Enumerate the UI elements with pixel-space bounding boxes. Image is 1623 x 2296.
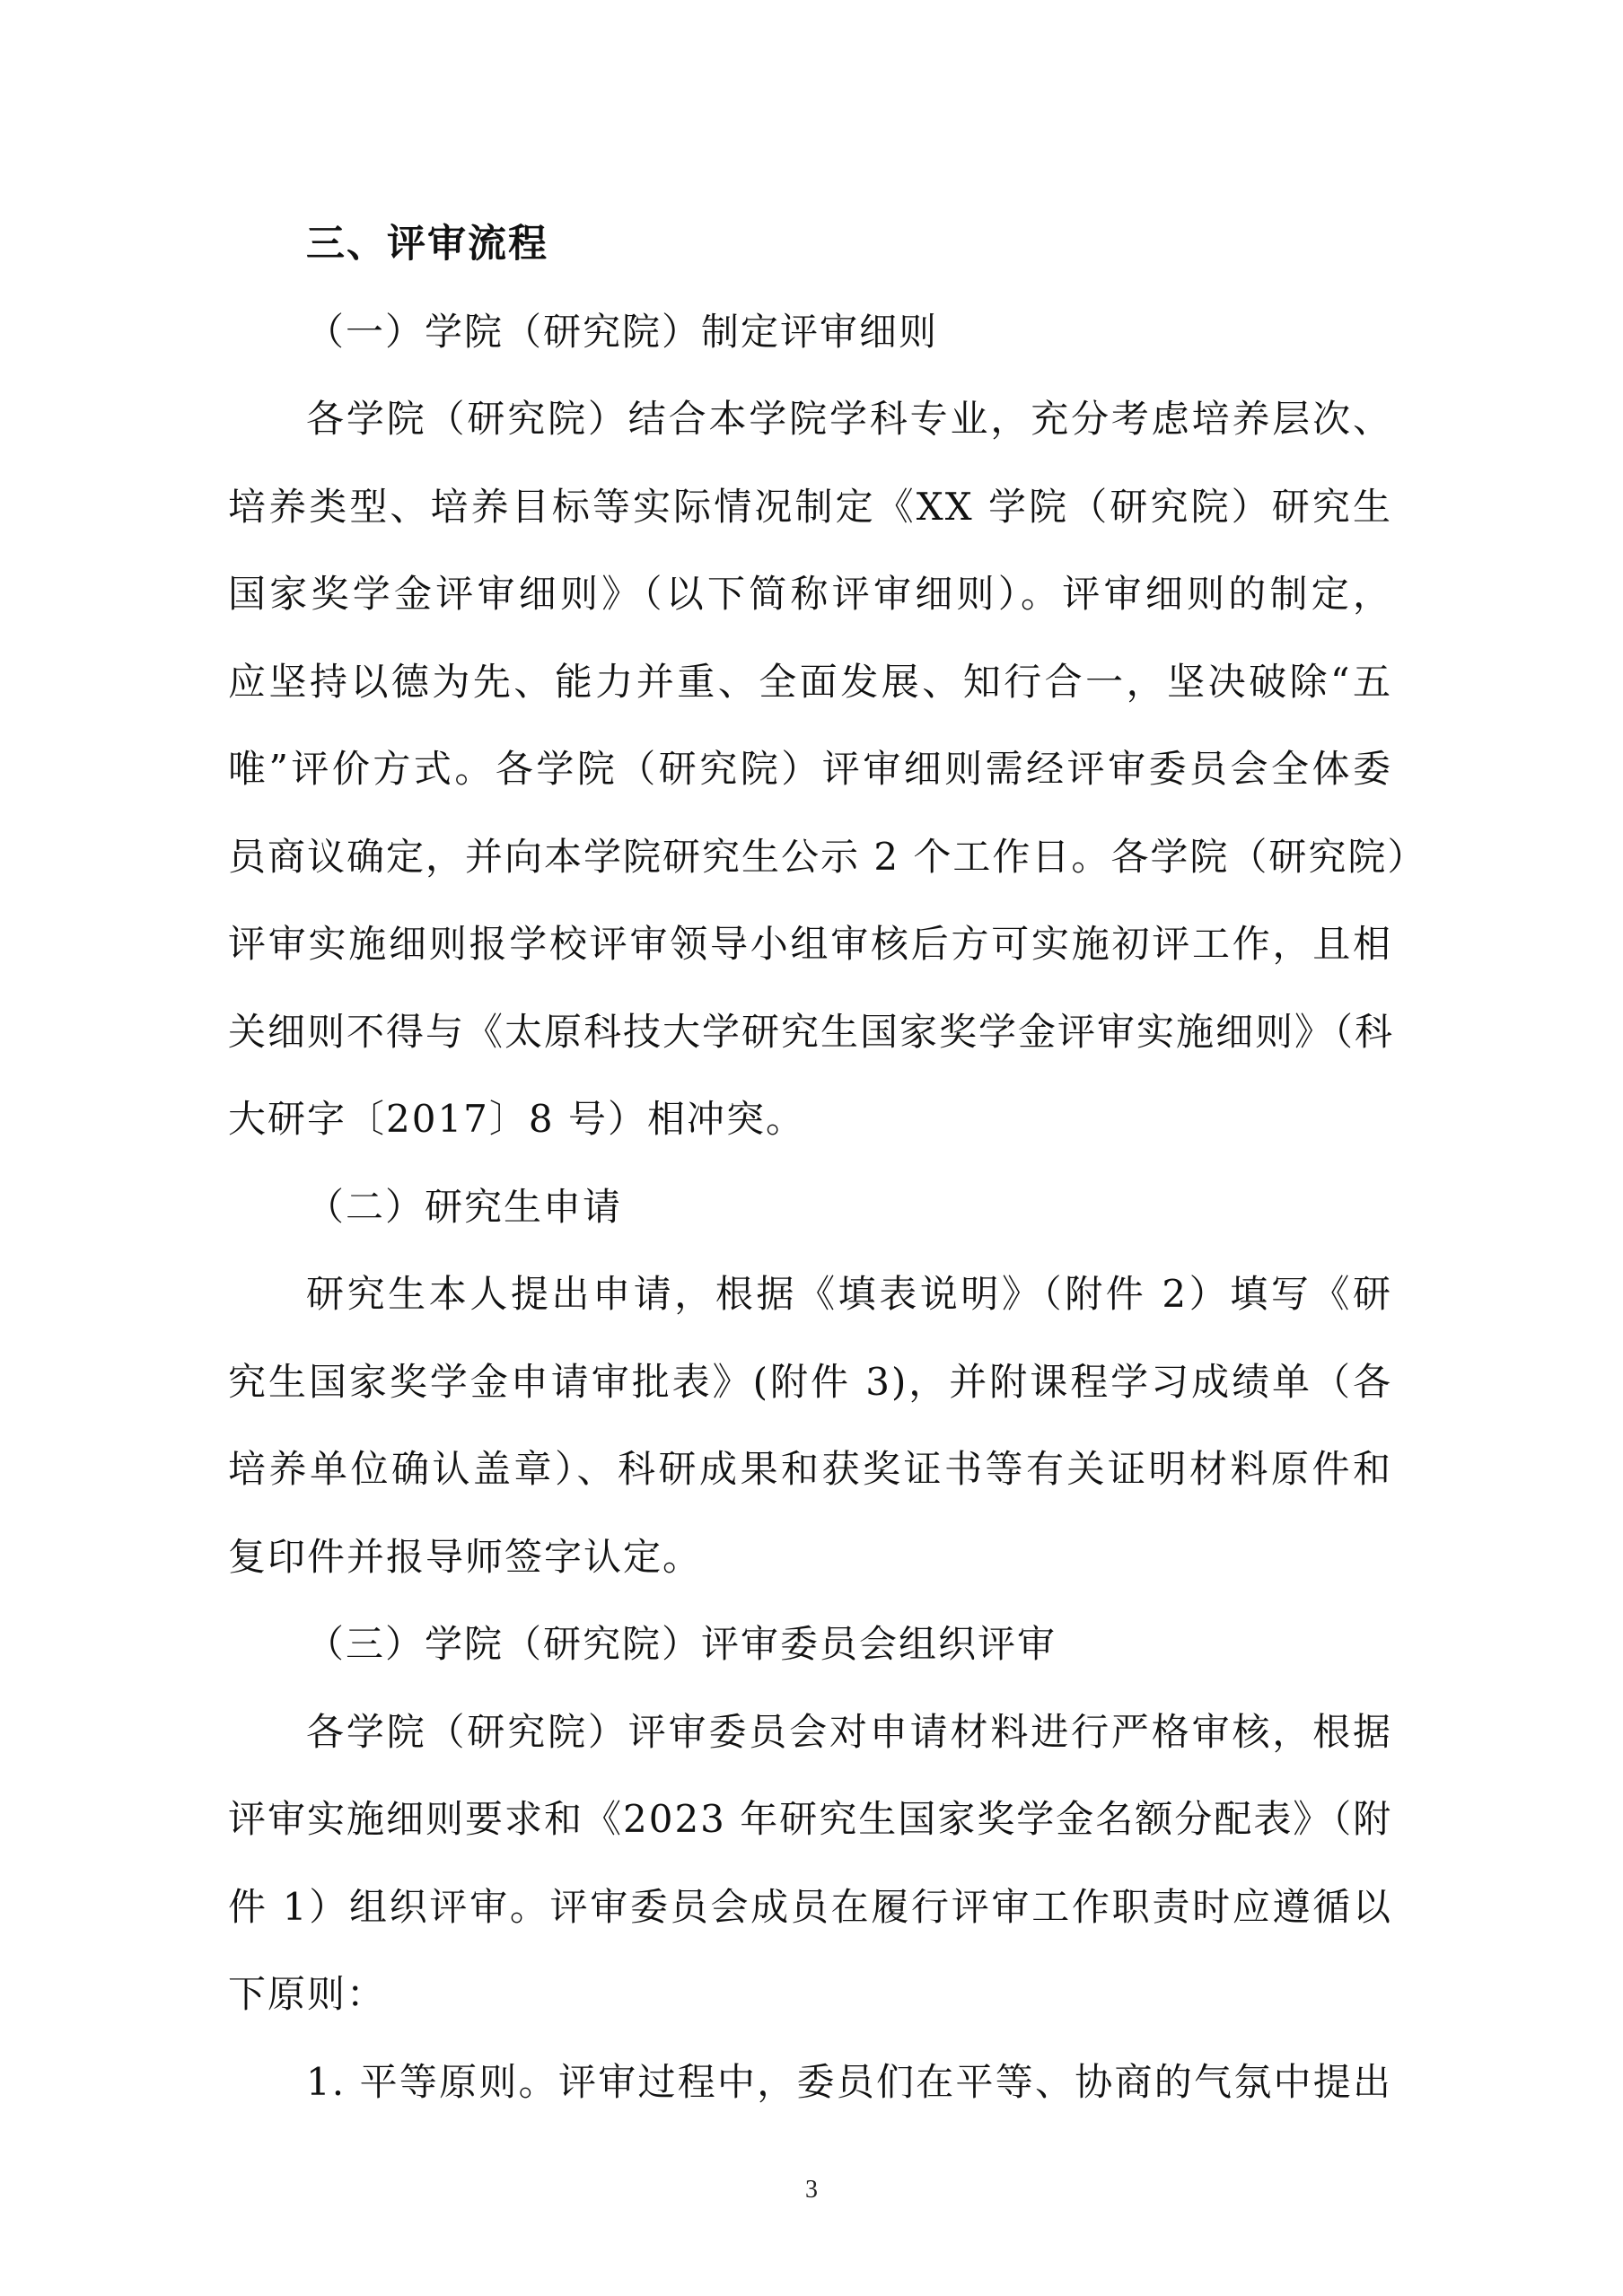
paragraph-line: 唯”评价方式。各学院（研究院）评审细则需经评审委员会全体委 <box>228 747 1392 791</box>
paragraph-line: 评审实施细则要求和《2023 年研究生国家奖学金名额分配表》（附 <box>228 1797 1393 1841</box>
paragraph-line: 究生国家奖学金申请审批表》(附件 3)，并附课程学习成绩单（各 <box>228 1360 1392 1404</box>
subsection-heading-2: （二）研究生申请 <box>306 1185 623 1229</box>
paragraph-line: 各学院（研究院）评审委员会对申请材料进行严格审核，根据 <box>306 1710 1392 1754</box>
section-heading: 三、评审流程 <box>306 222 548 267</box>
numbered-principle-line: 1. 平等原则。评审过程中，委员们在平等、协商的气氛中提出 <box>306 2060 1392 2104</box>
paragraph-line: 员商议确定，并向本学院研究生公示 2 个工作日。各学院（研究院） <box>228 835 1427 879</box>
paragraph-line: 下原则： <box>228 1972 387 2016</box>
paragraph-line: 件 1）组织评审。评审委员会成员在履行评审工作职责时应遵循以 <box>228 1885 1392 1929</box>
paragraph-line: 评审实施细则报学校评审领导小组审核后方可实施初评工作，且相 <box>228 922 1392 966</box>
paragraph-line: 关细则不得与《太原科技大学研究生国家奖学金评审实施细则》（科 <box>228 1010 1395 1054</box>
paragraph-line: 国家奖学金评审细则》（以下简称评审细则）。评审细则的制定， <box>228 572 1392 616</box>
paragraph-line: 培养单位确认盖章）、科研成果和获奖证书等有关证明材料原件和 <box>228 1447 1392 1491</box>
paragraph-line: 应坚持以德为先、能力并重、全面发展、知行合一，坚决破除“五 <box>228 660 1392 704</box>
subsection-heading-1: （一）学院（研究院）制定评审细则 <box>306 310 939 354</box>
paragraph-line: 培养类型、培养目标等实际情况制定《XX 学院（研究院）研究生 <box>228 485 1392 529</box>
subsection-heading-3: （三）学院（研究院）评审委员会组织评审 <box>306 1622 1057 1666</box>
paragraph-line: 研究生本人提出申请，根据《填表说明》（附件 2）填写《研 <box>306 1272 1392 1316</box>
paragraph-line: 大研字〔2017〕8 号）相冲突。 <box>228 1097 805 1141</box>
paragraph-line: 复印件并报导师签字认定。 <box>228 1535 703 1579</box>
page-number: 3 <box>805 2176 818 2204</box>
paragraph-line: 各学院（研究院）结合本学院学科专业，充分考虑培养层次、 <box>306 397 1392 441</box>
